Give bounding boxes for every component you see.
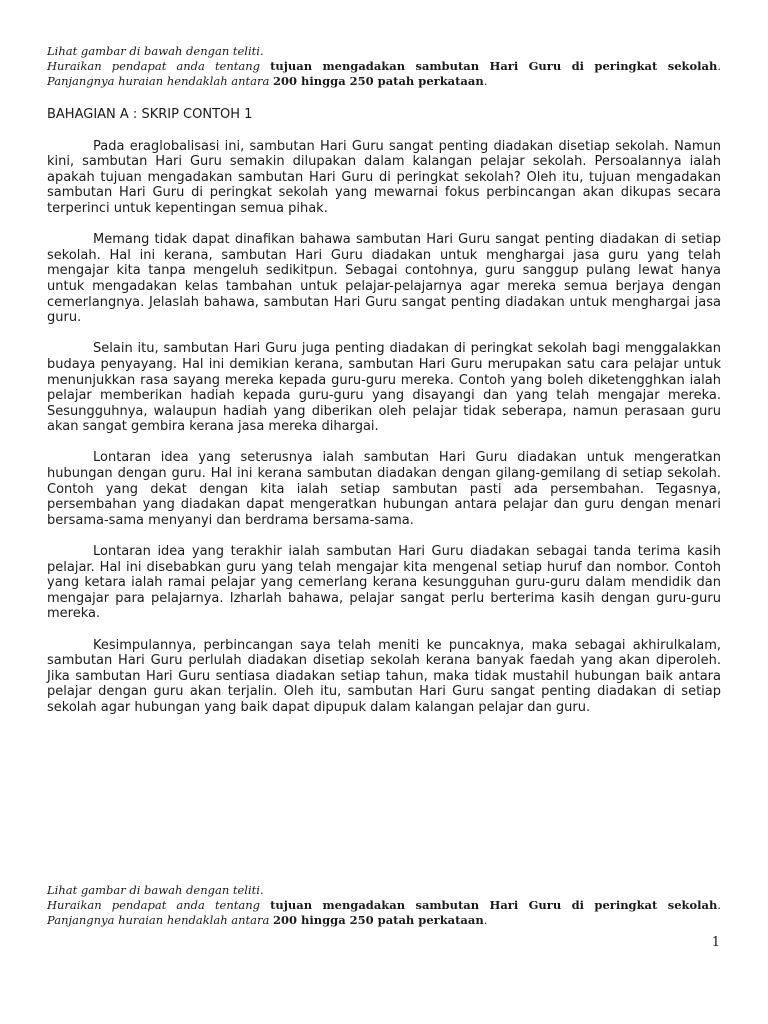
instructions-bottom <box>47 883 721 928</box>
essay-body <box>47 107 721 731</box>
instruction-topic: tujuan mengadakan sambutan Hari Guru di peringkat sekolah <box>270 898 718 912</box>
instruction-text: Huraikan pendapat anda tentang <box>47 59 271 73</box>
essay-paragraph: Kesimpulannya, perbincangan saya telah meniti ke puncaknya, maka sebagai akhirulkalam, sambutan Hari Guru perlulah diadakan disetiap sekolah kerana banyak faedah yang akan diperoleh. Jika sambutan Hari Guru sentiasa diadakan setiap tahun, maka tidak mustahil hubungan baik antara pelajar dengan guru akan terjalin. Oleh itu, sambutan Hari Guru sangat penting diadakan di setiap sekolah agar hubungan yang baik dapat dipupuk dalam kalangan pelajar dan guru. <box>47 637 721 715</box>
instruction-text: Huraikan pendapat anda tentang <box>47 898 271 912</box>
instruction-text: . <box>483 74 488 88</box>
essay-paragraph: Memang tidak dapat dinafikan bahawa sambutan Hari Guru sangat penting diadakan di setiap sekolah. Hal ini kerana, sambutan Hari Guru diadakan untuk menghargai jasa guru yang telah mengajar kita tanpa mengeluh sedikitpun. Sebagai contohnya, guru sanggup pulang lewat hanya untuk mengadakan kelas tambahan untuk pelajar-pelajarnya agar mereka semua berjaya dengan cemerlangnya. Jelaslah bahawa, sambutan Hari Guru sangat penting diadakan untuk menghargai jasa guru. <box>47 232 721 326</box>
instruction-word-count: 200 hingga 250 patah perkataan <box>273 913 484 927</box>
instruction-task <box>47 898 721 928</box>
essay-paragraph: Selain itu, sambutan Hari Guru juga penting diadakan di peringkat sekolah bagi menggalakkan budaya penyayang. Hal ini demikian kerana, sambutan Hari Guru merupakan satu cara pelajar untuk menunjukkan rasa sayang mereka kepada guru-guru mereka. Contoh yang boleh diketengghkan ialah pelajar memberikan hadiah kepada guru-guru yang disayangi dan yang telah mengajar mereka. Sesungguhnya, walaupun hadiah yang diberikan oleh pelajar tidak seberapa, namun perasaan guru akan sangat gembira kerana jasa mereka dihargai. <box>47 341 721 435</box>
instruction-text: Lihat gambar di bawah dengan teliti. <box>47 883 264 897</box>
section-heading: BAHAGIAN A : SKRIP CONTOH 1 <box>47 107 253 122</box>
instruction-word-count: 200 hingga 250 patah perkataan <box>273 74 484 88</box>
essay-paragraph: Pada eraglobalisasi ini, sambutan Hari Guru sangat penting diadakan disetiap sekolah. Namun kini, sambutan Hari Guru semakin dilupakan dalam kalangan pelajar sekolah. Persoalannya ialah apakah tujuan mengadakan sambutan Hari Guru di peringkat sekolah? Oleh itu, tujuan mengadakan sambutan Hari Guru di peringkat sekolah yang mewarnai fokus perbincangan akan dikupas secara terperinci untuk kepentingan semua pihak. <box>47 138 721 216</box>
page-number: 1 <box>711 935 720 950</box>
instructions-top <box>47 44 721 89</box>
instruction-topic: tujuan mengadakan sambutan Hari Guru di peringkat sekolah <box>270 59 718 73</box>
instruction-text: Lihat gambar di bawah dengan teliti. <box>47 44 264 58</box>
essay-paragraph: Lontaran idea yang seterusnya ialah sambutan Hari Guru diadakan untuk mengeratkan hubungan dengan guru. Hal ini kerana sambutan diadakan dengan gilang-gemilang di setiap sekolah. Contoh yang dekat dengan kita ialah setiap sambutan pasti ada persembahan. Tegasnya, persembahan yang diadakan dapat mengeratkan hubungan antara pelajar dan guru dengan menari bersama-sama menyanyi dan berdrama bersama-sama. <box>47 450 721 528</box>
essay-paragraph: Lontaran idea yang terakhir ialah sambutan Hari Guru diadakan sebagai tanda terima kasih pelajar. Hal ini disebabkan guru yang telah mengajar kita mengenal setiap huruf dan nombor. Contoh yang ketara ialah ramai pelajar yang cemerlang kerana kesungguhan guru-guru dalam mendidik dan mengajar para pelajarnya. Izharlah bahawa, pelajar sangat perlu berterima kasih dengan guru-guru mereka. <box>47 544 721 622</box>
instruction-line <box>47 44 721 59</box>
instruction-text: . Panjangnya huraian hendaklah antara <box>47 898 721 927</box>
instruction-line <box>47 883 721 898</box>
instruction-text: . Panjangnya huraian hendaklah antara <box>47 59 721 88</box>
instruction-task <box>47 59 721 89</box>
instruction-text: . <box>483 913 488 927</box>
